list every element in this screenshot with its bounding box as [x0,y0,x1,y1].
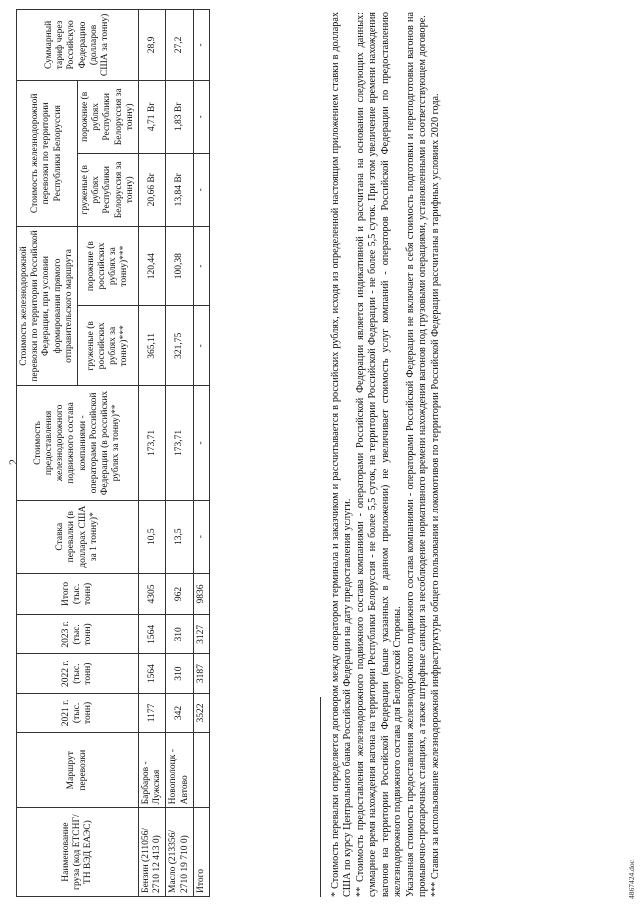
cell-tariff: 28,9 [139,10,166,81]
cell-route [193,733,209,808]
cell-cargo: Бензин (211056/ 2710 12 413 0) [139,808,166,897]
header-rolling-stock: Стоимость предоставления железнодорожного подвижного состава компаниями - операторами Российской Федерации (в российских рублях за тонну)** [17,386,139,501]
cell-by-empty: 1,83 Br [166,80,193,153]
table-row [139,10,166,897]
header-2023: 2023 г. (тыс. тонн) [17,615,139,654]
header-route: Маршрут перевозки [17,733,139,808]
cell-rolling: 173,71 [139,386,166,501]
cell-rf-loaded: - [193,306,209,386]
cell-rate: 10,5 [139,500,166,573]
cell-rf-empty: 100,38 [166,226,193,306]
cell-2022: 1564 [139,654,166,693]
cell-cargo: Итого [193,808,209,897]
cell-rf-empty: 120,44 [139,226,166,306]
table-total-row [193,10,209,897]
cell-tariff: - [193,10,209,81]
page-number: 2 [6,459,20,465]
footnote-3: Указанная стоимость предоставления железнодорожного подвижного состава компаниями - операторами Российской Федерации не включает в себя стоимость подготовки и переподготовки вагонов на промывочно-пропарочных станциях, а также штрафные санкции за несоблюдение нормативного времени нахождения вагонов под грузовыми операциями, установленными в соответствующем договоре. [404,12,429,897]
tariff-table [16,9,210,897]
table-row [166,10,193,897]
cell-by-loaded: 13,84 Br [166,153,193,226]
cell-2023: 1564 [139,615,166,654]
cell-by-loaded: - [193,153,209,226]
header-2021: 2021 г. (тыс. тонн) [17,693,139,732]
cell-rf-loaded: 321,75 [166,306,193,386]
footnote-4: *** Ставки за использование железнодорожной инфраструктуры общего пользования и локомотивов по территории Российской Федерации рассчитаны в тарифных условиях 2020 года. [429,93,441,897]
footnotes [330,12,442,897]
cell-route: Барбаров - Лужская [139,733,166,808]
cell-rate: - [193,500,209,573]
cell-rolling: - [193,386,209,501]
cell-2021: 342 [166,693,193,732]
footnote-1: * Стоимость перевалки определяется договором между оператором терминала и заказчиком и рассчитывается в российских рублях, исходя из определенной настоящим приложением ставки в долларах США по курсу Центрального банка Российской Федерации на дату предоставления услуги. [330,12,354,897]
cell-2022: 310 [166,654,193,693]
cell-route: Новополоцк - Автово [166,733,193,808]
cell-rate: 13,5 [166,500,193,573]
header-total: Итого (тыс. тонн) [17,573,139,615]
table-header-row [17,10,78,897]
header-rf-loaded: груженые (в российских рублях за тонну)*** [78,306,139,386]
header-by-group: Стоимость железнодорожной перевозки по территории Республики Белоруссия [17,80,78,226]
header-tariff: Суммарный тариф через Российскую Федерацию (долларов США за тонну) [17,10,139,81]
header-by-empty: порожние (в рублях Республики Белоруссия за тонну) [78,80,139,153]
cell-rf-loaded: 365,11 [139,306,166,386]
header-rf-group: Стоимость железнодорожной перевозки по территории Российской Федерации, при условии формирования прямого отправительского маршрута [17,226,78,385]
cell-tariff: 27,2 [166,10,193,81]
cell-2022: 3187 [193,654,209,693]
header-2022: 2022 г. (тыс. тонн) [17,654,139,693]
cell-total: 962 [166,573,193,615]
header-rf-empty: порожние (в российских рублях за тонну)*** [78,226,139,306]
cell-by-empty: - [193,80,209,153]
footnote-divider [320,697,321,897]
header-by-loaded: груженые (в рублях Республики Белоруссия за тонну) [78,153,139,226]
cell-by-empty: 4,71 Br [139,80,166,153]
cell-total: 9836 [193,573,209,615]
header-rate: Ставка перевалки (в долларах США за 1 тонну)* [17,500,139,573]
footnote-2: ** Стоимость предоставления железнодорожного подвижного состава компаниями - операторами Российской Федерации является индикативной и рассчитана на основании следующих данных: суммарное время нахождения вагона на территории Республики Белоруссия - не более 5,5 суток, на территории Российской Федерации - не более 5,5 суток. При этом увеличение времени нахождения вагонов на территории Российской Федерации (выше указанных в данном приложении) не увеличивает стоимость услуг компаний - операторов Российской Федерации по предоставлению железнодорожного подвижного состава для Белорусской Стороны. [354,12,404,897]
cell-rf-empty: - [193,226,209,306]
cell-2021: 3522 [193,693,209,732]
cell-2023: 3127 [193,615,209,654]
document-id: 4867424.doc [627,860,636,899]
cell-total: 4305 [139,573,166,615]
cell-cargo: Масло (213356/ 2710 19 710 0) [166,808,193,897]
header-cargo: Наименование груза (код ЕТСНГ/ ТН ВЭД ЕАЭС) [17,808,139,897]
cell-2021: 1177 [139,693,166,732]
cell-by-loaded: 20,66 Br [139,153,166,226]
cell-2023: 310 [166,615,193,654]
cell-rolling: 173,71 [166,386,193,501]
